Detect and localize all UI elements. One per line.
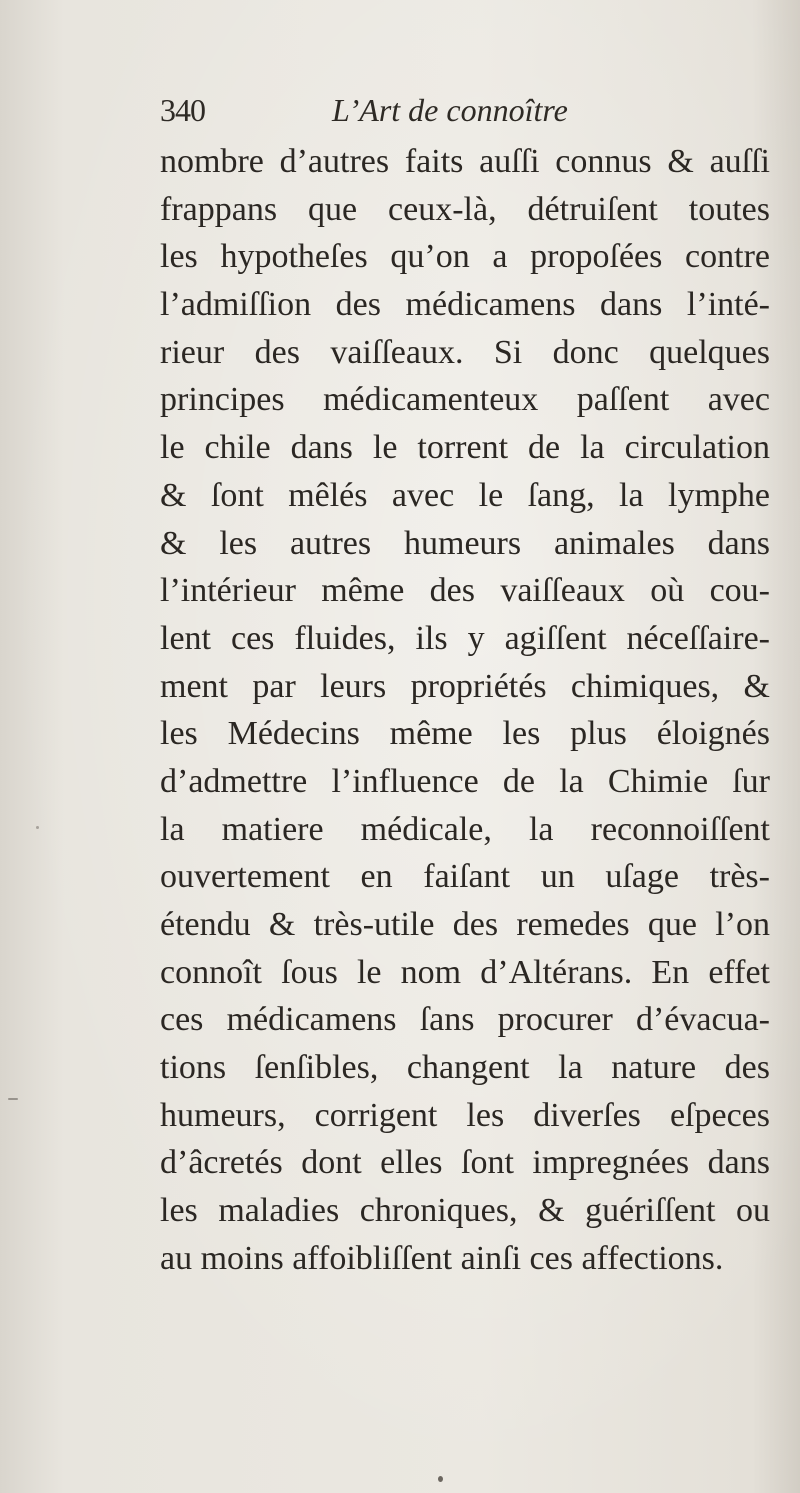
paper-speck <box>36 826 39 829</box>
text-line: le chile dans le torrent de la circulation <box>160 429 770 467</box>
text-line: lent ces fluides, ils y agiſſent néceſſaire- <box>160 619 770 657</box>
text-line: étendu & très-utile des remedes que l’on <box>160 906 770 943</box>
text-line: la matiere médicale, la reconnoiſſent <box>160 810 770 848</box>
text-line: & ſont mêlés avec le ſang, la lymphe <box>160 476 770 514</box>
paper-speck <box>8 1098 18 1100</box>
page-header <box>160 92 630 132</box>
text-line: d’admettre l’influence de la Chimie ſur <box>160 762 770 800</box>
text-line: frappans que ceux-là, détruiſent toutes <box>160 190 770 228</box>
text-line: les Médecins même les plus éloignés <box>160 715 770 753</box>
text-line: les maladies chroniques, & guériſſent ou <box>160 1192 770 1230</box>
text-line: rieur des vaiſſeaux. Si donc quelques <box>160 333 770 371</box>
text-line: nombre d’autres faits auſſi connus & auſſi <box>160 143 770 180</box>
paper-speck <box>438 1476 443 1482</box>
text-line: tions ſenſibles, changent la nature des <box>160 1049 770 1087</box>
page-number: 340 <box>160 92 205 128</box>
text-line: principes médicamenteux paſſent avec <box>160 381 770 419</box>
text-line: ment par leurs propriétés chimiques, & <box>160 667 770 705</box>
text-line: ces médicamens ſans procurer d’évacua- <box>160 1001 770 1039</box>
text-line: d’âcretés dont elles ſont impregnées dans <box>160 1144 770 1182</box>
text-line: connoît ſous le nom d’Altérans. En effet <box>160 953 770 991</box>
text-line: humeurs, corrigent les diverſes eſpeces <box>160 1096 770 1134</box>
text-line: & les autres humeurs animales dans <box>160 524 770 562</box>
text-line-last: au moins affoibliſſent ainſi ces affections. <box>160 1239 724 1277</box>
body-text <box>160 138 770 1283</box>
text-line: ouvertement en faiſant un uſage très- <box>160 858 770 896</box>
text-line: l’admiſſion des médicamens dans l’inté- <box>160 286 770 324</box>
running-title: L’Art de connoître <box>332 92 568 128</box>
text-line: l’intérieur même des vaiſſeaux où cou- <box>160 572 770 610</box>
text-line: les hypotheſes qu’on a propoſées contre <box>160 238 770 276</box>
